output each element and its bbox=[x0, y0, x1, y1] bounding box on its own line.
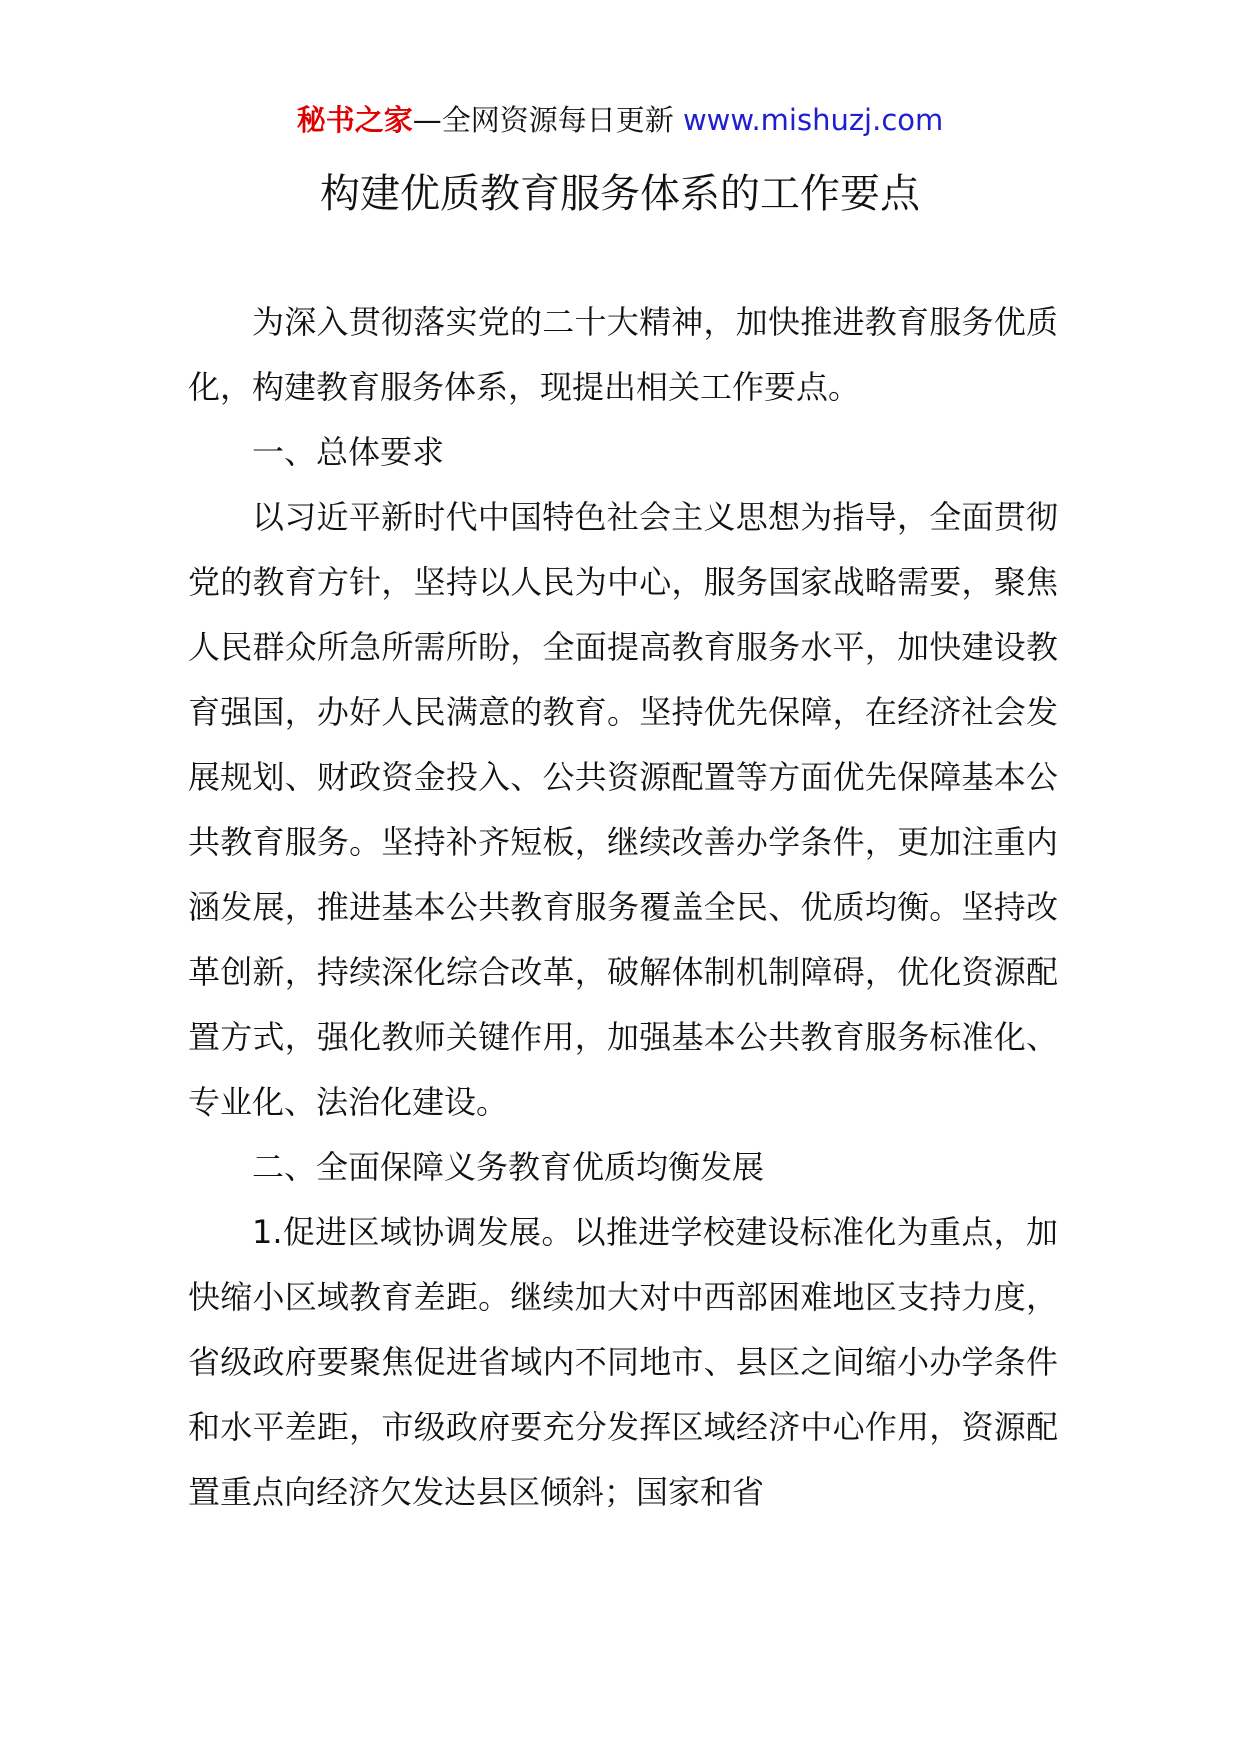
section-heading-general-requirements: 一、总体要求 bbox=[252, 433, 445, 471]
regional-coordination-paragraph: 1.促进区域协调发展。以推进学校建设标准化为重点，加快缩小区域教育差距。继续加大对中西部困难地区支持力度，省级政府要聚焦促进省域内不同地市、县区之间缩小办学条件和水平差距，市级政府要充分发挥区域经济中心作用，资源配置重点向经济欠发达县区倾斜；国家和省 bbox=[188, 1213, 1058, 1511]
general-requirements-paragraph: 以习近平新时代中国特色社会主义思想为指导，全面贯彻党的教育方针，坚持以人民为中心，服务国家战略需要，聚焦人民群众所急所需所盼，全面提高教育服务水平，加快建设教育强国，办好人民满意的教育。坚持优先保障，在经济社会发展规划、财政资金投入、公共资源配置等方面优先保障基本公共教育服务。坚持补齐短板，继续改善办学条件，更加注重内涵发展，推进基本公共教育服务覆盖全民、优质均衡。坚持改革创新，持续深化综合改革，破解体制机制障碍，优化资源配置方式，强化教师关键作用，加强基本公共教育服务标准化、专业化、法治化建设。 bbox=[188, 498, 1058, 1121]
section-heading-compulsory-education: 二、全面保障义务教育优质均衡发展 bbox=[252, 1148, 765, 1186]
document-body bbox=[188, 290, 1058, 1525]
site-header bbox=[0, 100, 1240, 140]
site-tagline: —全网资源每日更新 bbox=[412, 103, 683, 137]
site-name: 秘书之家 bbox=[296, 103, 413, 137]
intro-paragraph: 为深入贯彻落实党的二十大精神，加快推进教育服务优质化，构建教育服务体系，现提出相关工作要点。 bbox=[188, 303, 1058, 406]
site-url-link[interactable]: www.mishuzj.com bbox=[682, 103, 944, 137]
document-title: 构建优质教育服务体系的工作要点 bbox=[320, 171, 920, 217]
